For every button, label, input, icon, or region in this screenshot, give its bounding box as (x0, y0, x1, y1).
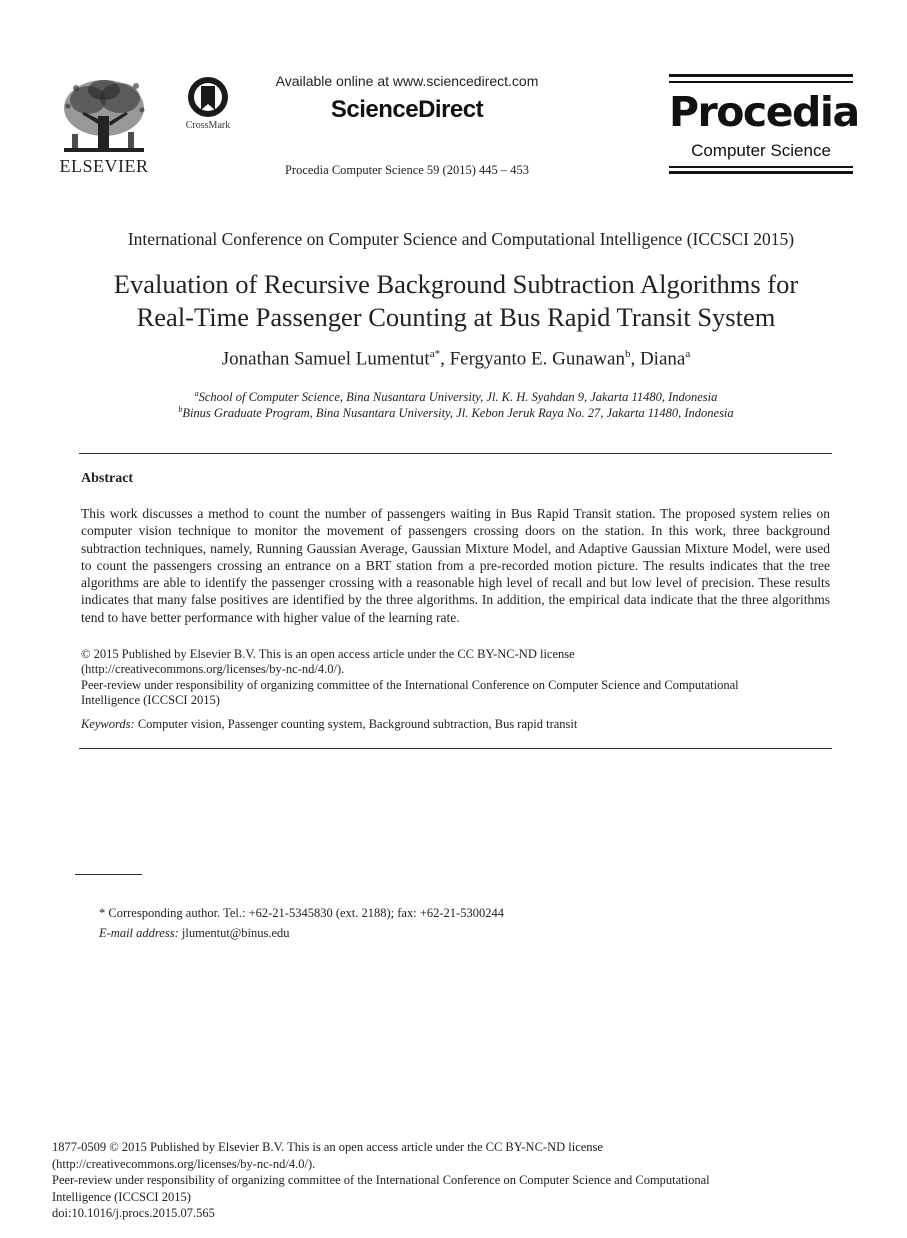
conference-name: International Conference on Computer Science and Computational Intelligence (ICCSCI 2015) (127, 229, 795, 249)
elsevier-wordmark: ELSEVIER (59, 156, 149, 176)
title-line-2: Real-Time Passenger Counting at Bus Rapid Transit System (136, 302, 776, 332)
license-line: © 2015 Published by Elsevier B.V. This is an open access article under the CC BY-NC-ND license (81, 647, 575, 661)
author-separator: , (630, 348, 640, 370)
title-line-1: Evaluation of Recursive Background Subtraction Algorithms for (113, 269, 799, 299)
keywords (81, 717, 830, 732)
peer-review-line: Peer-review under responsibility of organizing committee of the International Conference on Computer Science and Computational (81, 677, 739, 692)
license-link[interactable]: (http://creativecommons.org/licenses/by-nc-nd/4.0/). (81, 662, 345, 677)
procedia-top-thin-bar (669, 81, 853, 83)
author-list (0, 348, 907, 370)
abstract-top-rule (79, 453, 832, 454)
author-separator: , (440, 348, 450, 370)
email-label: E-mail address: (99, 926, 179, 940)
footer-issn-line: 1877-0509 © 2015 Published by Elsevier B.V. This is an open access article under the CC BY-NC-ND license (52, 1140, 603, 1154)
footer-peer-review-line: Intelligence (ICCSCI 2015) (52, 1189, 191, 1204)
author-affiliation-mark: a* (429, 348, 441, 360)
procedia-bottom-thin-bar (669, 166, 853, 168)
sciencedirect-wordmark: ScienceDirect (330, 96, 484, 123)
affiliation-text: School of Computer Science, Bina Nusantara University, Jl. K. H. Syahdan 9, Jakarta 11480, Indonesia (198, 390, 718, 405)
footer-peer-review-line: Peer-review under responsibility of organizing committee of the International Conference on Computer Science and Computational (52, 1173, 710, 1187)
corresponding-author-note: * Corresponding author. Tel.: +62-21-5345830 (ext. 2188); fax: +62-21-5300244 (99, 906, 504, 920)
author-name: Diana (639, 348, 686, 370)
affiliation (0, 389, 907, 405)
abstract-heading: Abstract (81, 471, 134, 486)
available-online-link[interactable]: Available online at www.sciencedirect.com (275, 73, 539, 89)
affiliation-mark: a (194, 389, 199, 398)
author-name: Fergyanto E. Gunawan (449, 348, 625, 370)
footer-doi[interactable]: doi:10.1016/j.procs.2015.07.565 (52, 1206, 215, 1220)
elsevier-logo (58, 76, 150, 176)
affiliation (0, 405, 907, 421)
procedia-wordmark: Procedia (669, 88, 859, 136)
crossmark-badge[interactable] (180, 76, 236, 136)
email-note (99, 926, 290, 941)
abstract-body: This work discusses a method to count the number of passengers waiting in Bus Rapid Transit station. The proposed system relies on computer vision technique to monitor the movement of passengers crossing doors on the station. In this work, three background subtraction techniques, namely, Running Gaussian Average, Gaussian Mixture Model, and Adaptive Gaussian Mixture Model, were used to count the passengers crossing an entrance on a BRT station from a pre-recorded motion picture. The results indicates that the tree algorithms are able to identify the passenger crossing with a reasonable high level of recall and but low level of precision. These results indicates that many false positives are identified by the three algorithms. In addition, the empirical data indicate that the three algorithms tend to have better performance with higher value of the learning rate. (81, 506, 830, 625)
procedia-logo (669, 74, 859, 176)
journal-reference: Procedia Computer Science 59 (2015) 445 – 453 (284, 163, 530, 177)
crossmark-icon (180, 76, 236, 120)
email-address[interactable]: jlumentut@binus.edu (181, 926, 290, 940)
keywords-label: Keywords: (81, 717, 135, 731)
footer-license-link[interactable]: (http://creativecommons.org/licenses/by-nc-nd/4.0/). (52, 1156, 316, 1171)
elsevier-tree-icon (58, 76, 150, 156)
author-affiliation-mark: a (685, 348, 691, 360)
affiliation-text: Binus Graduate Program, Bina Nusantara University, Jl. Kebon Jeruk Raya No. 27, Jakarta 11480, Indonesia (182, 406, 734, 421)
procedia-top-bar (669, 74, 853, 77)
paper-title (60, 268, 852, 334)
crossmark-label: CrossMark (185, 120, 231, 131)
license-notice (81, 647, 830, 708)
copyright-footer (52, 1139, 772, 1222)
keywords-list: Computer vision, Passenger counting system, Background subtraction, Bus rapid transit (137, 717, 578, 731)
procedia-subtitle: Computer Science (691, 141, 831, 160)
abstract-bottom-rule (79, 748, 832, 749)
footnote-rule (75, 874, 142, 875)
peer-review-line: Intelligence (ICCSCI 2015) (81, 692, 220, 707)
affiliation-mark: b (178, 405, 183, 414)
procedia-bottom-bar (669, 171, 853, 174)
author-affiliation-mark: b (624, 348, 631, 360)
author-name: Jonathan Samuel Lumentut (221, 348, 430, 370)
